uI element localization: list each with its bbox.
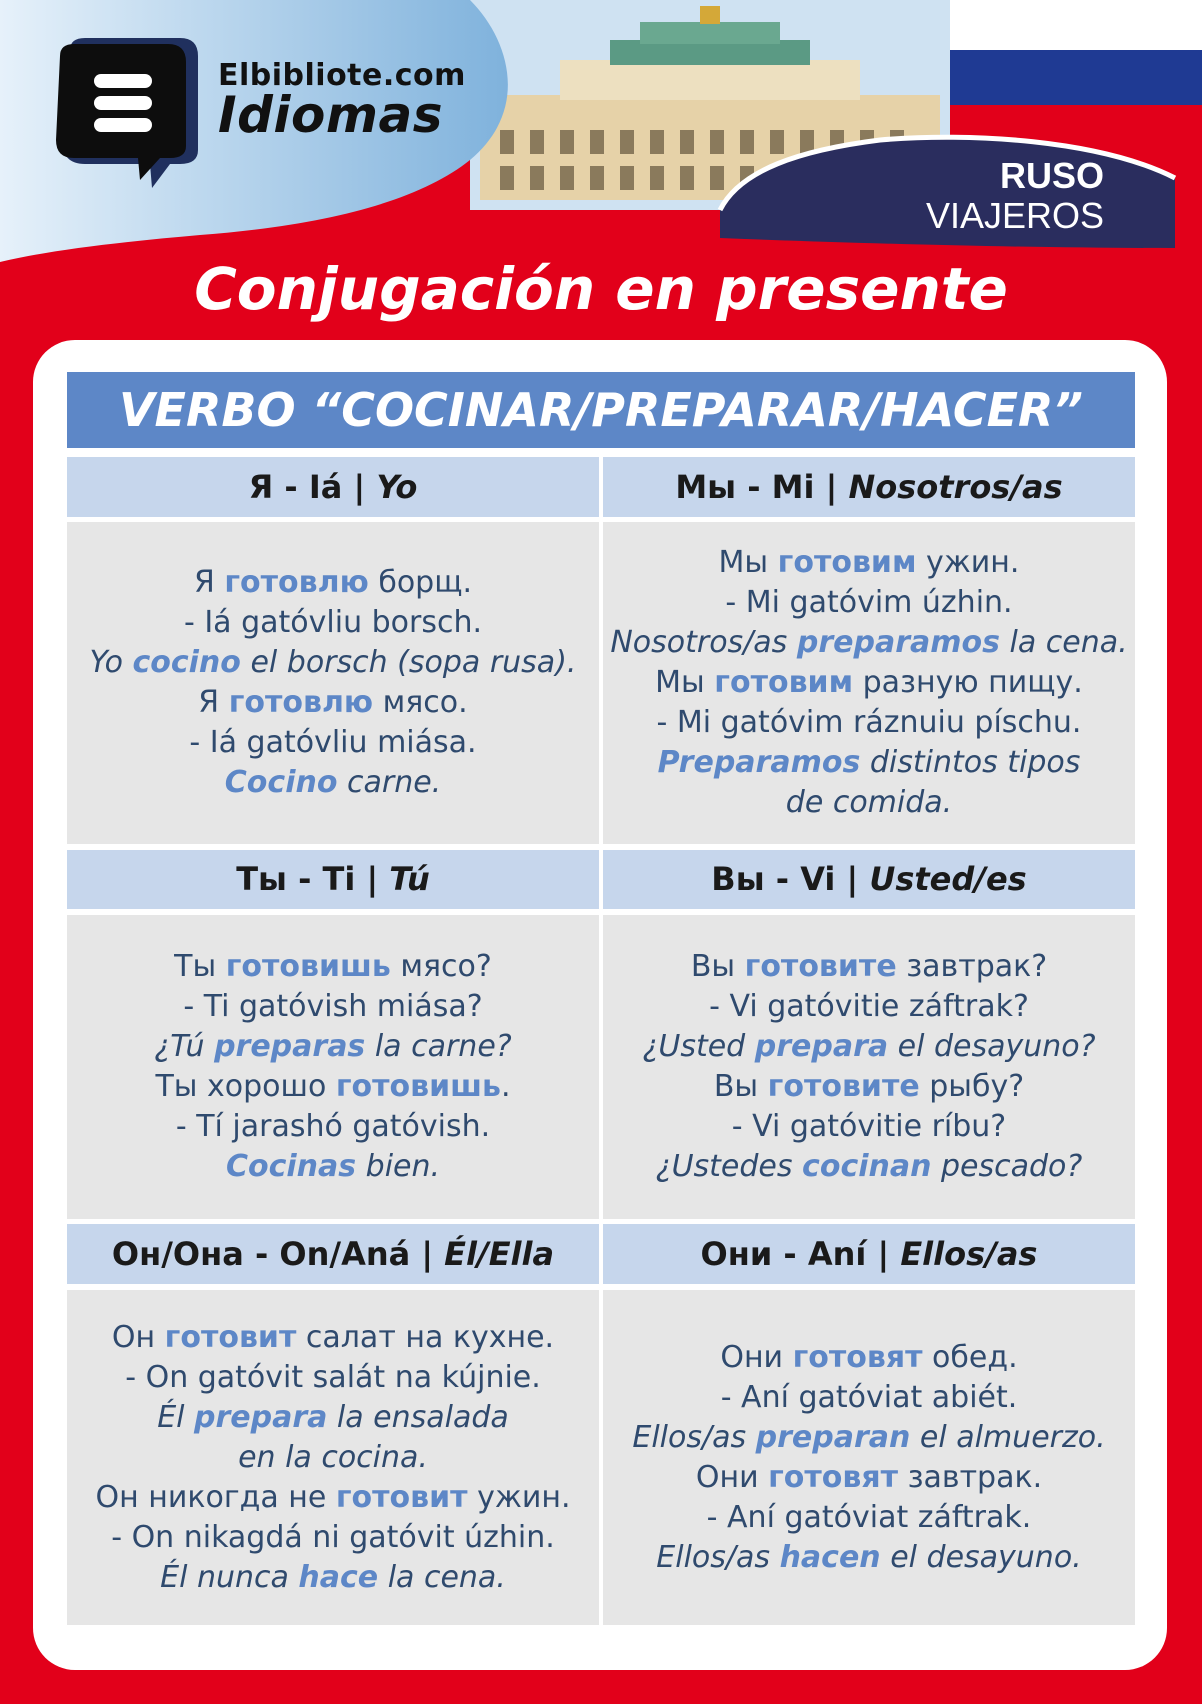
pronoun-ru: Мы - Mi | <box>675 468 849 506</box>
example-line <box>67 1558 599 1598</box>
example-line <box>67 1147 599 1187</box>
example-line <box>67 763 599 803</box>
verb-highlight: cocinan <box>802 1149 932 1184</box>
example-text: ¿Usted <box>642 1029 755 1064</box>
language-level: VIAJEROS <box>925 195 1104 236</box>
verb-heading: VERBO “COCINAR/PREPARAR/HACER” <box>67 372 1135 448</box>
verb-highlight: cocino <box>132 645 241 680</box>
brand-site: Elbibliote.com <box>218 58 466 93</box>
example-text: la cena. <box>378 1559 506 1595</box>
verb-highlight: готовим <box>714 665 854 700</box>
example-line <box>603 1418 1135 1458</box>
example-text: el desayuno. <box>880 1539 1082 1575</box>
example-line <box>67 1358 599 1398</box>
example-text: - Tí jarashó gatóvish. <box>175 1109 491 1144</box>
example-text: завтрак. <box>898 1459 1043 1495</box>
pronoun-header-tu <box>67 850 599 909</box>
verb-highlight: prepara <box>754 1029 889 1064</box>
example-text: завтрак? <box>896 949 1048 984</box>
pronoun-es: Tú <box>389 860 430 898</box>
example-text: Ellos/as <box>632 1419 756 1455</box>
verb-highlight: Cocinas <box>225 1149 357 1184</box>
example-text: la carne? <box>365 1029 512 1064</box>
pronoun-ru: Я - Iá | <box>248 468 377 506</box>
example-text: ужин. <box>916 545 1020 580</box>
example-text: - Mi gatóvim úzhin. <box>725 585 1013 620</box>
example-line <box>67 683 599 723</box>
example-text: разную пищу. <box>853 665 1083 700</box>
example-text: - Aní gatóviat abiét. <box>720 1379 1018 1415</box>
example-line <box>603 583 1135 623</box>
example-line <box>67 563 599 603</box>
verb-highlight: preparamos <box>796 625 1000 660</box>
example-line <box>603 743 1135 783</box>
verb-highlight: hace <box>298 1559 379 1595</box>
examples-yo <box>67 522 599 844</box>
verb-highlight: готовят <box>792 1339 923 1375</box>
pronoun-header-usted <box>603 850 1135 909</box>
example-text: Вы <box>690 949 745 984</box>
example-text: - Vi gatóvitie ríbu? <box>731 1109 1007 1144</box>
example-line <box>67 643 599 683</box>
example-line <box>603 1498 1135 1538</box>
example-text: обед. <box>922 1339 1018 1375</box>
example-line <box>67 1438 599 1478</box>
pronoun-header-yo <box>67 457 599 517</box>
verb-highlight: готовишь <box>335 1069 501 1104</box>
example-line <box>603 1378 1135 1418</box>
pronoun-ru: Ты - Ti | <box>236 860 390 898</box>
verb-highlight: готовим <box>777 545 917 580</box>
example-text: en la cocina. <box>238 1439 428 1475</box>
example-line <box>603 987 1135 1027</box>
example-text: la cena. <box>999 625 1128 660</box>
example-text: Ты хорошо <box>155 1069 336 1104</box>
example-text: - Iá gatóvliu miása. <box>189 725 477 760</box>
example-text: de comida. <box>785 785 953 820</box>
brand-name: Idiomas <box>218 86 443 144</box>
example-text: Он <box>111 1319 165 1355</box>
example-text: Ellos/as <box>656 1539 780 1575</box>
example-line <box>603 543 1135 583</box>
example-text: Él <box>157 1399 195 1435</box>
pronoun-ru: Они - Aní | <box>700 1235 901 1273</box>
example-text: distintos tipos <box>860 745 1081 780</box>
pronoun-es: Él/Ella <box>444 1235 555 1273</box>
example-line <box>603 1538 1135 1578</box>
example-text: салат на кухне. <box>296 1319 555 1355</box>
example-text: - Mi gatóvim ráznuiu píschu. <box>656 705 1082 740</box>
example-text: Вы <box>713 1069 768 1104</box>
examples-nosotros <box>603 522 1135 844</box>
example-text: - Iá gatóvliu borsch. <box>183 605 483 640</box>
example-text: Yo <box>89 645 133 680</box>
pronoun-es: Nosotros/as <box>848 468 1063 506</box>
example-line <box>67 1067 599 1107</box>
example-text: carne. <box>337 765 442 800</box>
example-text: Él nunca <box>160 1559 299 1595</box>
example-line <box>67 603 599 643</box>
example-text: el desayuno? <box>888 1029 1096 1064</box>
example-text: - On nikagdá ni gatóvit úzhin. <box>111 1519 555 1555</box>
example-text: Он никогда не <box>95 1479 336 1515</box>
pronoun-ru: Вы - Vi | <box>711 860 870 898</box>
example-line <box>67 947 599 987</box>
verb-highlight: Cocino <box>224 765 338 800</box>
verb-highlight: preparan <box>755 1419 911 1455</box>
example-text: - Vi gatóvitie záftrak? <box>709 989 1029 1024</box>
example-text: pescado? <box>931 1149 1083 1184</box>
example-text: Я <box>198 685 229 720</box>
verb-highlight: preparas <box>214 1029 366 1064</box>
example-text: мясо? <box>390 949 492 984</box>
pronoun-es: Ellos/as <box>900 1235 1038 1273</box>
example-text: bien. <box>356 1149 441 1184</box>
example-line <box>67 1027 599 1067</box>
verb-highlight: готовишь <box>225 949 391 984</box>
example-text: el borsch (sopa rusa). <box>240 645 577 680</box>
example-line <box>603 783 1135 823</box>
example-line <box>67 1478 599 1518</box>
examples-el <box>67 1290 599 1625</box>
verb-highlight: hacen <box>779 1539 881 1575</box>
verb-highlight: готовит <box>335 1479 468 1515</box>
pronoun-ru: Он/Она - On/Aná | <box>111 1235 445 1273</box>
example-line <box>603 1027 1135 1067</box>
example-text: Мы <box>718 545 778 580</box>
verb-highlight: готовлю <box>228 685 374 720</box>
pronoun-es: Yo <box>376 468 418 506</box>
pronoun-header-ellos <box>603 1224 1135 1284</box>
example-line <box>603 1107 1135 1147</box>
page-title: Conjugación en presente <box>194 255 1008 323</box>
verb-highlight: готовите <box>744 949 897 984</box>
examples-tu <box>67 915 599 1219</box>
example-line <box>603 1458 1135 1498</box>
example-text: Они <box>695 1459 769 1495</box>
example-text: мясо. <box>373 685 468 720</box>
examples-ellos <box>603 1290 1135 1625</box>
example-text: рыбу? <box>919 1069 1025 1104</box>
example-line <box>67 723 599 763</box>
verb-highlight: готовит <box>164 1319 297 1355</box>
verb-highlight: готовлю <box>224 565 369 600</box>
pronoun-es: Usted/es <box>869 860 1027 898</box>
example-line <box>603 1147 1135 1187</box>
example-text: la ensalada <box>327 1399 509 1435</box>
example-text: - Ti gatóvish miása? <box>183 989 483 1024</box>
verb-highlight: Preparamos <box>657 745 861 780</box>
example-line <box>603 663 1135 703</box>
verb-highlight: готовите <box>767 1069 920 1104</box>
example-line <box>67 1398 599 1438</box>
example-line <box>603 1067 1135 1107</box>
example-line <box>67 1107 599 1147</box>
example-line <box>603 623 1135 663</box>
example-line <box>67 1318 599 1358</box>
example-text: Я <box>193 565 225 600</box>
example-line <box>603 947 1135 987</box>
example-line <box>67 1518 599 1558</box>
examples-usted <box>603 915 1135 1219</box>
verb-highlight: готовят <box>768 1459 899 1495</box>
example-text: Nosotros/as <box>610 625 797 660</box>
example-text: ¿Ustedes <box>655 1149 803 1184</box>
example-text: Ты <box>174 949 226 984</box>
pronoun-header-nosotros <box>603 457 1135 517</box>
example-text: . <box>500 1069 511 1104</box>
example-line <box>67 987 599 1027</box>
pronoun-header-el <box>67 1224 599 1284</box>
example-line <box>603 1338 1135 1378</box>
language-name: RUSO <box>999 155 1104 196</box>
example-text: ужин. <box>467 1479 571 1515</box>
example-text: ¿Tú <box>154 1029 215 1064</box>
example-text: Они <box>720 1339 793 1375</box>
example-text: Мы <box>655 665 715 700</box>
verb-highlight: prepara <box>194 1399 328 1435</box>
example-text: - Aní gatóviat záftrak. <box>706 1499 1032 1535</box>
example-text: - On gatóvit salát na kújnie. <box>125 1359 541 1395</box>
example-line <box>603 703 1135 743</box>
example-text: el almuerzo. <box>910 1419 1106 1455</box>
example-text: борщ. <box>368 565 473 600</box>
